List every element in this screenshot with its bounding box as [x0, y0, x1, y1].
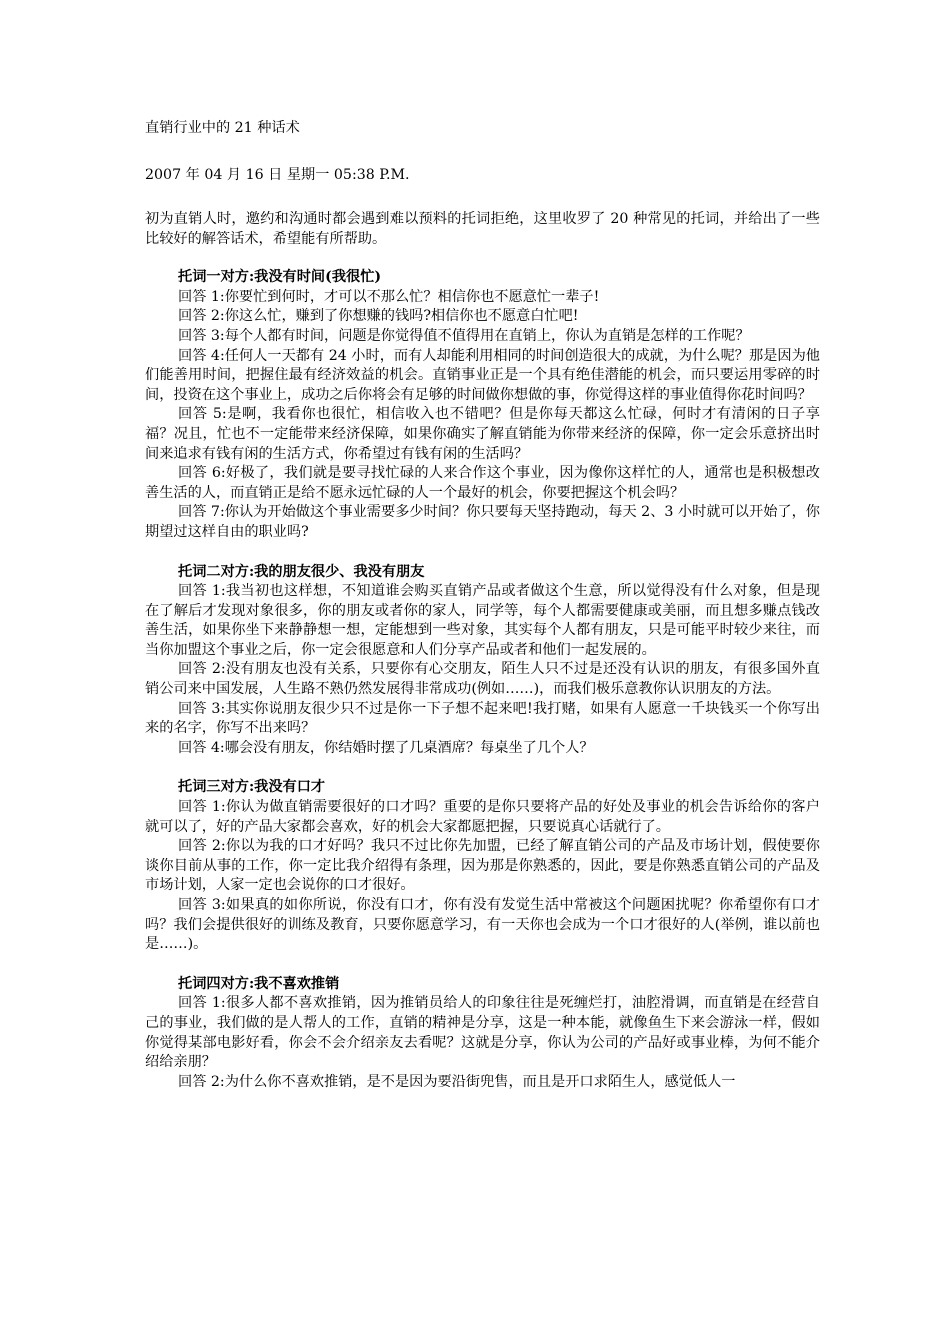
section-heading: 托词二对方:我的朋友很少、我没有朋友: [178, 563, 425, 580]
answer-paragraph: 回答 7:你认为开始做这个事业需要多少时间？你只要每天坚持跑动，每天 2、3 小时就可以开始了，你期望过这样自由的职业吗?: [145, 504, 820, 540]
answer-paragraph: 回答 2:为什么你不喜欢推销，是不是因为要沿街兜售，而且是开口求陌生人，感觉低人一: [178, 1073, 736, 1090]
answer-paragraph: 回答 3:每个人都有时间，问题是你觉得值不值得用在直销上，你认为直销是怎样的工作呢？: [178, 327, 750, 344]
document-body: [145, 210, 820, 1112]
answer-paragraph: 回答 5:是啊，我看你也很忙，相信收入也不错吧？但是你每天都这么忙碌，何时才有清闲的日子享福？况且，忙也不一定能带来经济保障，如果你确实了解直销能为你带来经济的保障，你一定会乐意挤出时间来追求有钱有闲的生活方式，你希望过有钱有闲的生活吗？: [145, 406, 820, 462]
section-excuse-2: [145, 563, 820, 759]
section-heading: 托词三对方:我没有口才: [178, 779, 326, 796]
intro-paragraph: 初为直销人时，邀约和沟通时都会遇到难以预料的托词拒绝，这里收罗了 20 种常见的托词，并给出了一些比较好的解答话术，希望能有所帮助。: [145, 211, 820, 247]
answer-paragraph: 回答 1:我当初也这样想，不知道谁会购买直销产品或者做这个生意，所以觉得没有什么对象，但是现在了解后才发现对象很多，你的朋友或者你的家人，同学等，每个人都需要健康或美丽，而且想多赚点钱改善生活，如果你坐下来静静想一想，定能想到一些对象，其实每个人都有朋友，只是可能平时较少来往，而当你加盟这个事业之后，你一定会很愿意和人们分享产品或者和他们一起发展的。: [145, 583, 820, 658]
section-heading: 托词四对方:我不喜欢推销: [178, 975, 340, 992]
document-date: 2007 年 04 月 16 日 星期一 05:38 P.M.: [145, 167, 410, 183]
section-excuse-4: [145, 975, 820, 1093]
answer-paragraph: 回答 4:哪会没有朋友，你结婚时摆了几桌酒席？每桌坐了几个人？: [178, 739, 594, 756]
answer-paragraph: 回答 1:你要忙到何时，才可以不那么忙？相信你也不愿意忙一辈子!: [178, 288, 600, 305]
answer-paragraph: 回答 2:你这么忙，赚到了你想赚的钱吗?相信你也不愿意白忙吧!: [178, 308, 579, 325]
answer-paragraph: 回答 3:其实你说朋友很少只不过是你一下子想不起来吧!我打赌，如果有人愿意一千块钱买一个你写出来的名字，你写不出来吗？: [145, 700, 820, 737]
section-heading: 托词一对方:我没有时间(我很忙): [178, 269, 382, 286]
answer-paragraph: 回答 1:你认为做直销需要很好的口才吗？重要的是你只要将产品的好处及事业的机会告诉给你的客户就可以了，好的产品大家都会喜欢，好的机会大家都愿把握，只要说真心话就行了。: [145, 799, 820, 835]
answer-paragraph: 回答 2:没有朋友也没有关系，只要你有心交朋友，陌生人只不过是还没有认识的朋友，有很多国外直销公司来中国发展，人生路不熟仍然发展得非常成功(例如……)，而我们极乐意教你认识朋友的方法。: [145, 661, 820, 698]
answer-paragraph: 回答 1:很多人都不喜欢推销，因为推销员给人的印象往往是死缠烂打，油腔滑调，而直销是在经营自己的事业，我们做的是人帮人的工作，直销的精神是分享，这是一种本能，就像鱼生下来会游泳一样，假如你觉得某部电影好看，你会不会介绍亲友去看呢？这就是分享，你认为公司的产品好或事业棒，为何不能介绍给亲朋？: [145, 995, 820, 1071]
section-excuse-3: [145, 778, 820, 954]
answer-paragraph: 回答 3:如果真的如你所说，你没有口才，你有没有发觉生活中常被这个问题困扰呢？你希望你有口才吗？我们会提供很好的训练及教育，只要你愿意学习，有一天你也会成为一个口才很好的人(举例，谁以前也是……)。: [145, 897, 820, 953]
answer-paragraph: 回答 4:任何人一天都有 24 小时，而有人却能利用相同的时间创造很大的成就，为什么呢？那是因为他们能善用时间，把握住最有经济效益的机会。直销事业正是一个具有绝佳潜能的机会，而只要运用零碎的时间，投资在这个事业上，成功之后你将会有足够的时间做你想做的事，你觉得这样的事业值得你花时间吗？: [145, 347, 820, 403]
document-title: 直销行业中的 21 种话术: [145, 120, 300, 136]
answer-paragraph: 回答 2:你以为我的口才好吗？我只不过比你先加盟，已经了解直销公司的产品及市场计划，假使要你谈你目前从事的工作，你一定比我介绍得有条理，因为那是你熟悉的，因此，要是你熟悉直销公司的产品及市场计划，人家一定也会说你的口才很好。: [145, 838, 820, 894]
section-excuse-1: [145, 268, 820, 542]
answer-paragraph: 回答 6:好极了，我们就是要寻找忙碌的人来合作这个事业，因为像你这样忙的人，通常也是积极想改善生活的人，而直销正是给不愿永远忙碌的人一个最好的机会，你要把握这个机会吗？: [145, 465, 820, 501]
